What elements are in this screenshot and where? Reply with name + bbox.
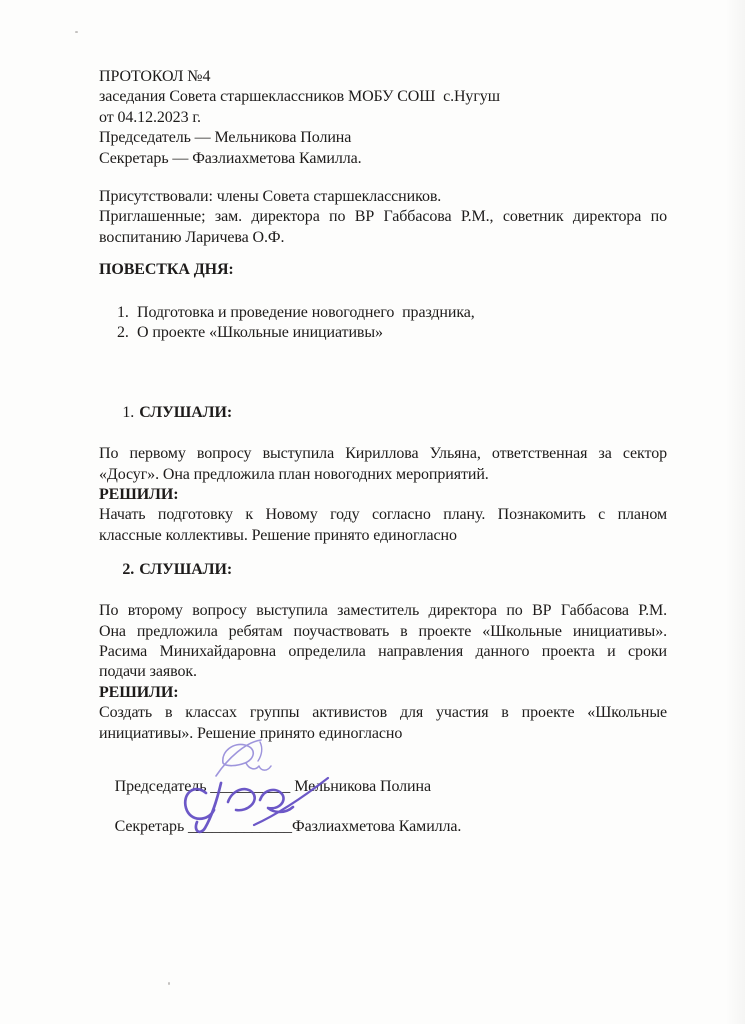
signature-role: Председатель [114, 778, 207, 796]
scan-edge-shading [725, 0, 745, 1024]
signature-role: Секретарь [114, 818, 185, 836]
section-1-resolved-text: классные коллективы. Решение принято единогласно [99, 526, 457, 544]
document-title: ПРОТОКОЛ №4 [99, 68, 211, 85]
agenda-list [99, 303, 667, 344]
signature-row-secretary [99, 797, 667, 858]
agenda-item [99, 323, 667, 343]
section-2-resolved-text: инициативы». Решение принято единогласно [99, 724, 403, 742]
agenda-item-text: О проекте «Школьные инициативы» [137, 324, 383, 342]
agenda-item-number: 1. [117, 304, 129, 321]
section-2-heard-text: подачи заявок. [99, 663, 197, 681]
attendees-block [99, 187, 667, 248]
header-line: заседания Совета старшеклассников МОБУ СОШ с.Нугуш [99, 88, 500, 106]
section-2-heard-heading [99, 540, 667, 601]
section-1-resolved-text: Начать подготовку к Новому году согласно плану. Познакомить с планом [99, 506, 667, 524]
section-1-heard-heading [99, 383, 667, 444]
scan-speck [168, 982, 170, 985]
section-2-heard-text: Расима Минихайдаровна определила направления данного проекта и сроки [99, 643, 667, 661]
signature-rule: _____________ [188, 818, 293, 836]
section-1-heard-text: По первому вопросу выступила Кириллова Ульяна, ответственная за сектор [99, 445, 667, 463]
section-2 [99, 540, 667, 744]
section-2-heard-text: Она предложила ребятам поучаствовать в проекте «Школьные инициативы». [99, 622, 667, 640]
signature-name: Фазлиахметова Камилла. [292, 818, 462, 836]
heard-label: СЛУШАЛИ: [139, 404, 233, 422]
section-2-resolved-text: Создать в классах группы активистов для участия в проекте «Школьные [99, 704, 667, 722]
agenda-heading-block [99, 260, 667, 280]
signature-rule: __________ [210, 778, 291, 796]
scan-speck [75, 31, 78, 33]
agenda-heading: ПОВЕСТКА ДНЯ: [99, 261, 234, 278]
agenda-item [99, 303, 667, 323]
section-1-heard-text: «Досуг». Она предложила план новогодних мероприятий. [99, 465, 489, 483]
section-1-resolved-label: РЕШИЛИ: [99, 486, 179, 504]
document-header [99, 67, 667, 169]
heard-label: СЛУШАЛИ: [139, 561, 233, 579]
section-1 [99, 383, 667, 546]
section-2-heard-text: По второму вопросу выступила заместитель директора по ВР Габбасова Р.М. [99, 602, 667, 620]
header-line: от 04.12.2023 г. [99, 108, 201, 126]
attendees-line: Присутствовали: члены Совета старшеклассников. [99, 188, 442, 205]
header-line-secretary: Секретарь — Фазлиахметова Камилла. [99, 149, 362, 167]
agenda-item-number: 2. [117, 324, 129, 342]
header-line-chairman: Председатель — Мельникова Полина [99, 129, 352, 147]
section-2-resolved-label: РЕШИЛИ: [99, 683, 179, 701]
invited-line: воспитанию Ларичева О.Ф. [99, 228, 285, 246]
agenda-item-text: Подготовка и проведение новогоднего праздника, [137, 304, 475, 321]
section-number: 1. [122, 404, 135, 422]
invited-line: Приглашенные; зам. директора по ВР Габбасова Р.М., советник директора по [99, 208, 667, 226]
signature-name: Мельникова Полина [290, 778, 431, 796]
section-number: 2. [122, 561, 135, 579]
